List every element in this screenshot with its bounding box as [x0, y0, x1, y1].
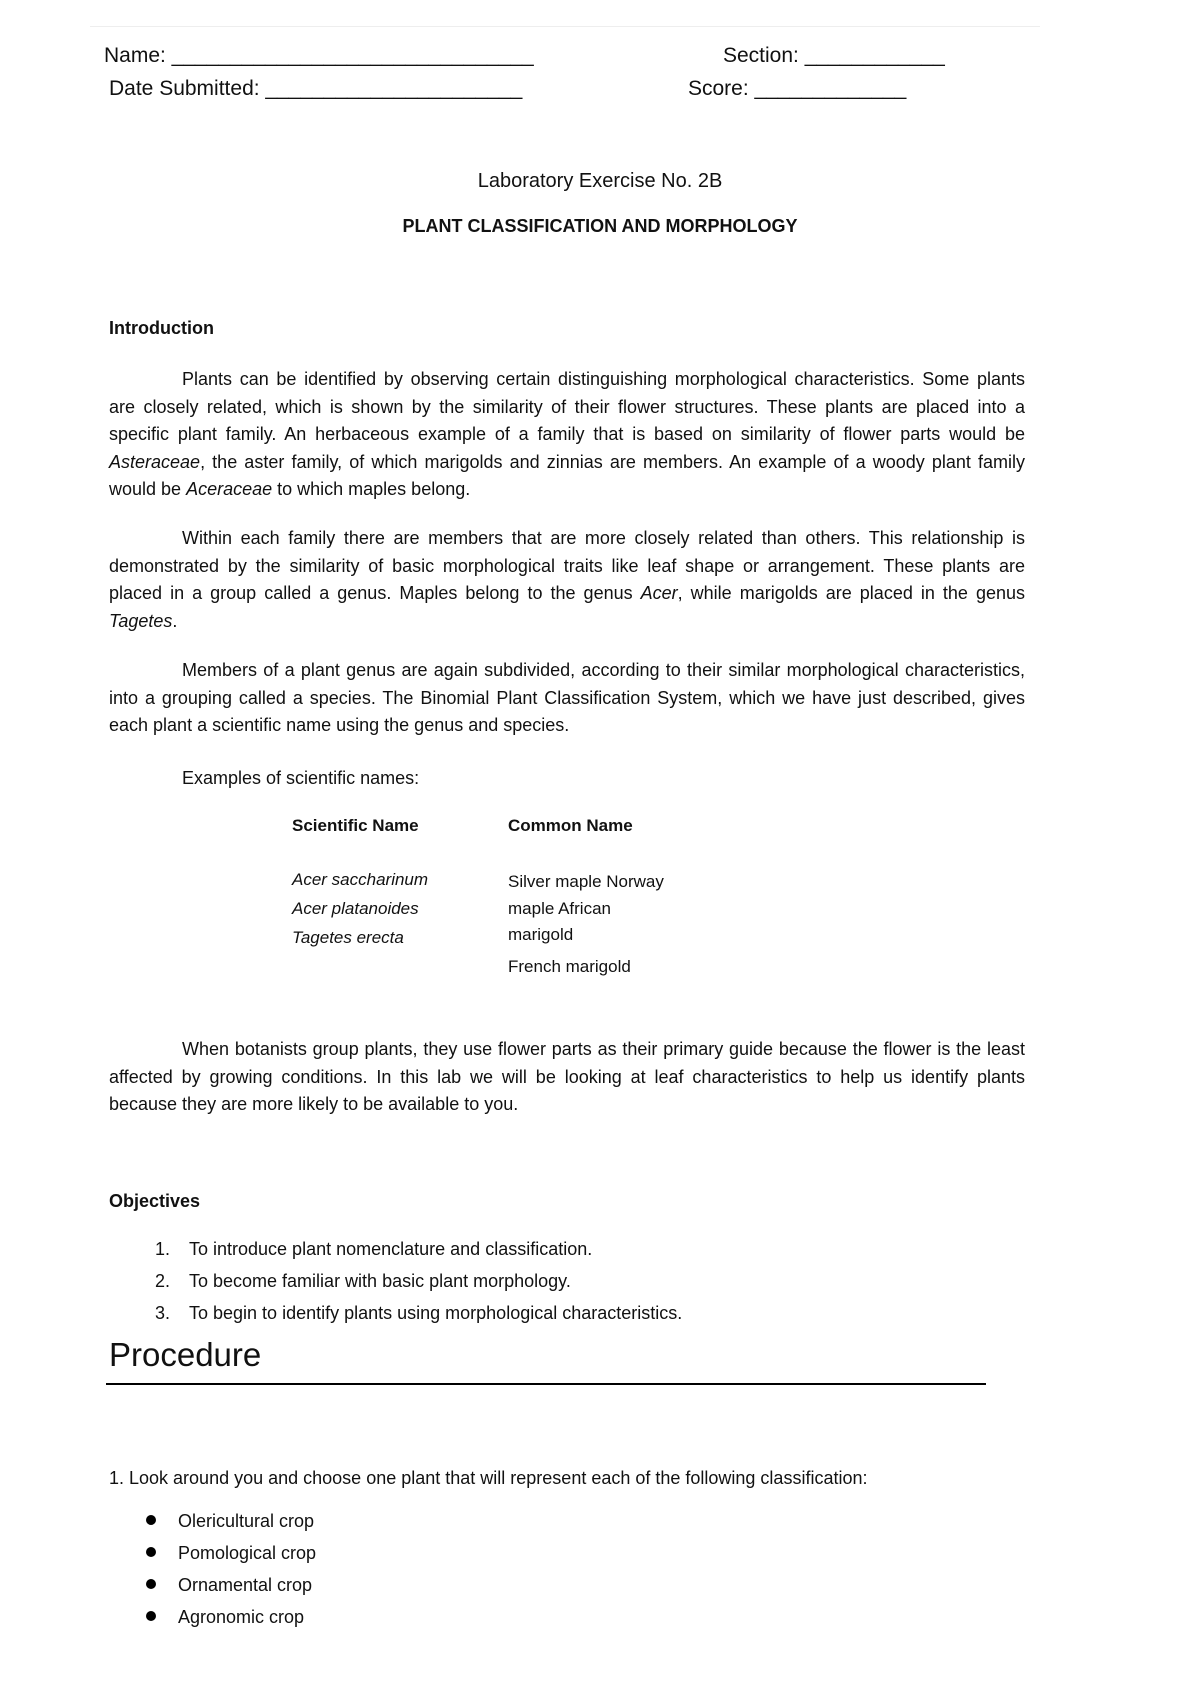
bullet-list-item [146, 1607, 304, 1628]
exercise-title: Laboratory Exercise No. 2B [477, 170, 723, 192]
text-run: Within each family there are members that are more closely related than others. This relationship is demonstrated by the similarity of basic morphological traits like leaf shape or arrangement. These plants are placed in a group called a genus. Maples belong to the genus [109, 528, 1025, 603]
score-field[interactable]: Score: _____________ [688, 77, 907, 100]
bullet-list-item [146, 1511, 314, 1532]
objective-text: To become familiar with basic plant morphology. [189, 1271, 571, 1291]
name-field[interactable]: Name: _______________________________ [104, 44, 534, 67]
section-field[interactable]: Section: ____________ [723, 44, 945, 67]
objective-text: To begin to identify plants using morphological characteristics. [189, 1303, 683, 1323]
intro-paragraph-1 [109, 366, 1025, 504]
exercise-subtitle: PLANT CLASSIFICATION AND MORPHOLOGY [402, 216, 798, 236]
scientific-name-cell: Acer saccharinum [292, 870, 429, 889]
bullet-icon [146, 1579, 156, 1589]
procedure-step-1: 1. Look around you and choose one plant that will represent each of the following classification: [109, 1468, 868, 1488]
common-name-cell: maple African [508, 899, 611, 918]
bullet-icon [146, 1611, 156, 1621]
intro-paragraph-4: When botanists group plants, they use flower parts as their primary guide because the flower is the least affected by growing conditions. In this lab we will be looking at leaf characteristics to help us identify plants because they are more likely to be available to you. [109, 1039, 1025, 1114]
objectives-heading: Objectives [109, 1191, 201, 1211]
page-top-rule [90, 26, 1040, 27]
text-run: . [172, 610, 178, 631]
text-run: , the aster family, of which marigolds and zinnias are members. An example of a woody plant family would be [109, 451, 1025, 499]
scientific-name-cell: Acer platanoides [292, 899, 419, 918]
intro-paragraph-2 [109, 525, 1025, 635]
bullet-text: Agronomic crop [178, 1607, 305, 1627]
bullet-icon [146, 1515, 156, 1525]
introduction-heading: Introduction [109, 318, 214, 338]
intro-paragraph-3: Members of a plant genus are again subdivided, according to their similar morphological characteristics, into a grouping called a species. The Binomial Plant Classification System, which we have just described, gives each plant a scientific name using the genus and species. [109, 660, 1025, 735]
family-name-aceraceae: Aceraceae [186, 479, 273, 499]
objective-number: 3. [155, 1303, 171, 1323]
objective-item [155, 1303, 682, 1324]
scientific-name-cell: Tagetes erecta [292, 928, 404, 947]
bullet-text: Ornamental crop [178, 1575, 313, 1595]
date-submitted-field[interactable]: Date Submitted: ______________________ [109, 77, 523, 100]
common-name-cell: marigold [508, 925, 574, 944]
objective-number: 2. [155, 1271, 171, 1291]
common-name-cell: Silver maple Norway [508, 872, 664, 891]
bullet-text: Pomological crop [178, 1543, 317, 1563]
text-run: to which maples belong. [272, 479, 471, 499]
family-name-asteraceae: Asteraceae [109, 451, 201, 472]
procedure-heading: Procedure [109, 1336, 262, 1373]
procedure-heading-rule [106, 1383, 986, 1385]
genus-name-acer: Acer [640, 583, 678, 603]
bullet-list-item [146, 1543, 316, 1564]
examples-label: Examples of scientific names: [182, 768, 420, 788]
bullet-list-item [146, 1575, 312, 1596]
table-header-common-name: Common Name [508, 816, 633, 835]
genus-name-tagetes: Tagetes [109, 610, 173, 631]
objective-number: 1. [155, 1239, 171, 1259]
text-run: Plants can be identified by observing certain distinguishing morphological characteristics. Some plants are closely related, which is shown by the similarity of their flower structures. These plants are placed into a specific plant family. An herbaceous example of a family that is based on similarity of flower parts would be [109, 369, 1025, 444]
text-run: , while marigolds are placed in the genus [677, 583, 1025, 603]
objective-text: To introduce plant nomenclature and classification. [189, 1239, 593, 1259]
table-header-scientific-name: Scientific Name [292, 816, 419, 835]
common-name-cell: French marigold [508, 957, 631, 976]
objective-item [155, 1271, 571, 1292]
bullet-icon [146, 1547, 156, 1557]
bullet-text: Olericultural crop [178, 1511, 315, 1531]
objective-item [155, 1239, 592, 1260]
